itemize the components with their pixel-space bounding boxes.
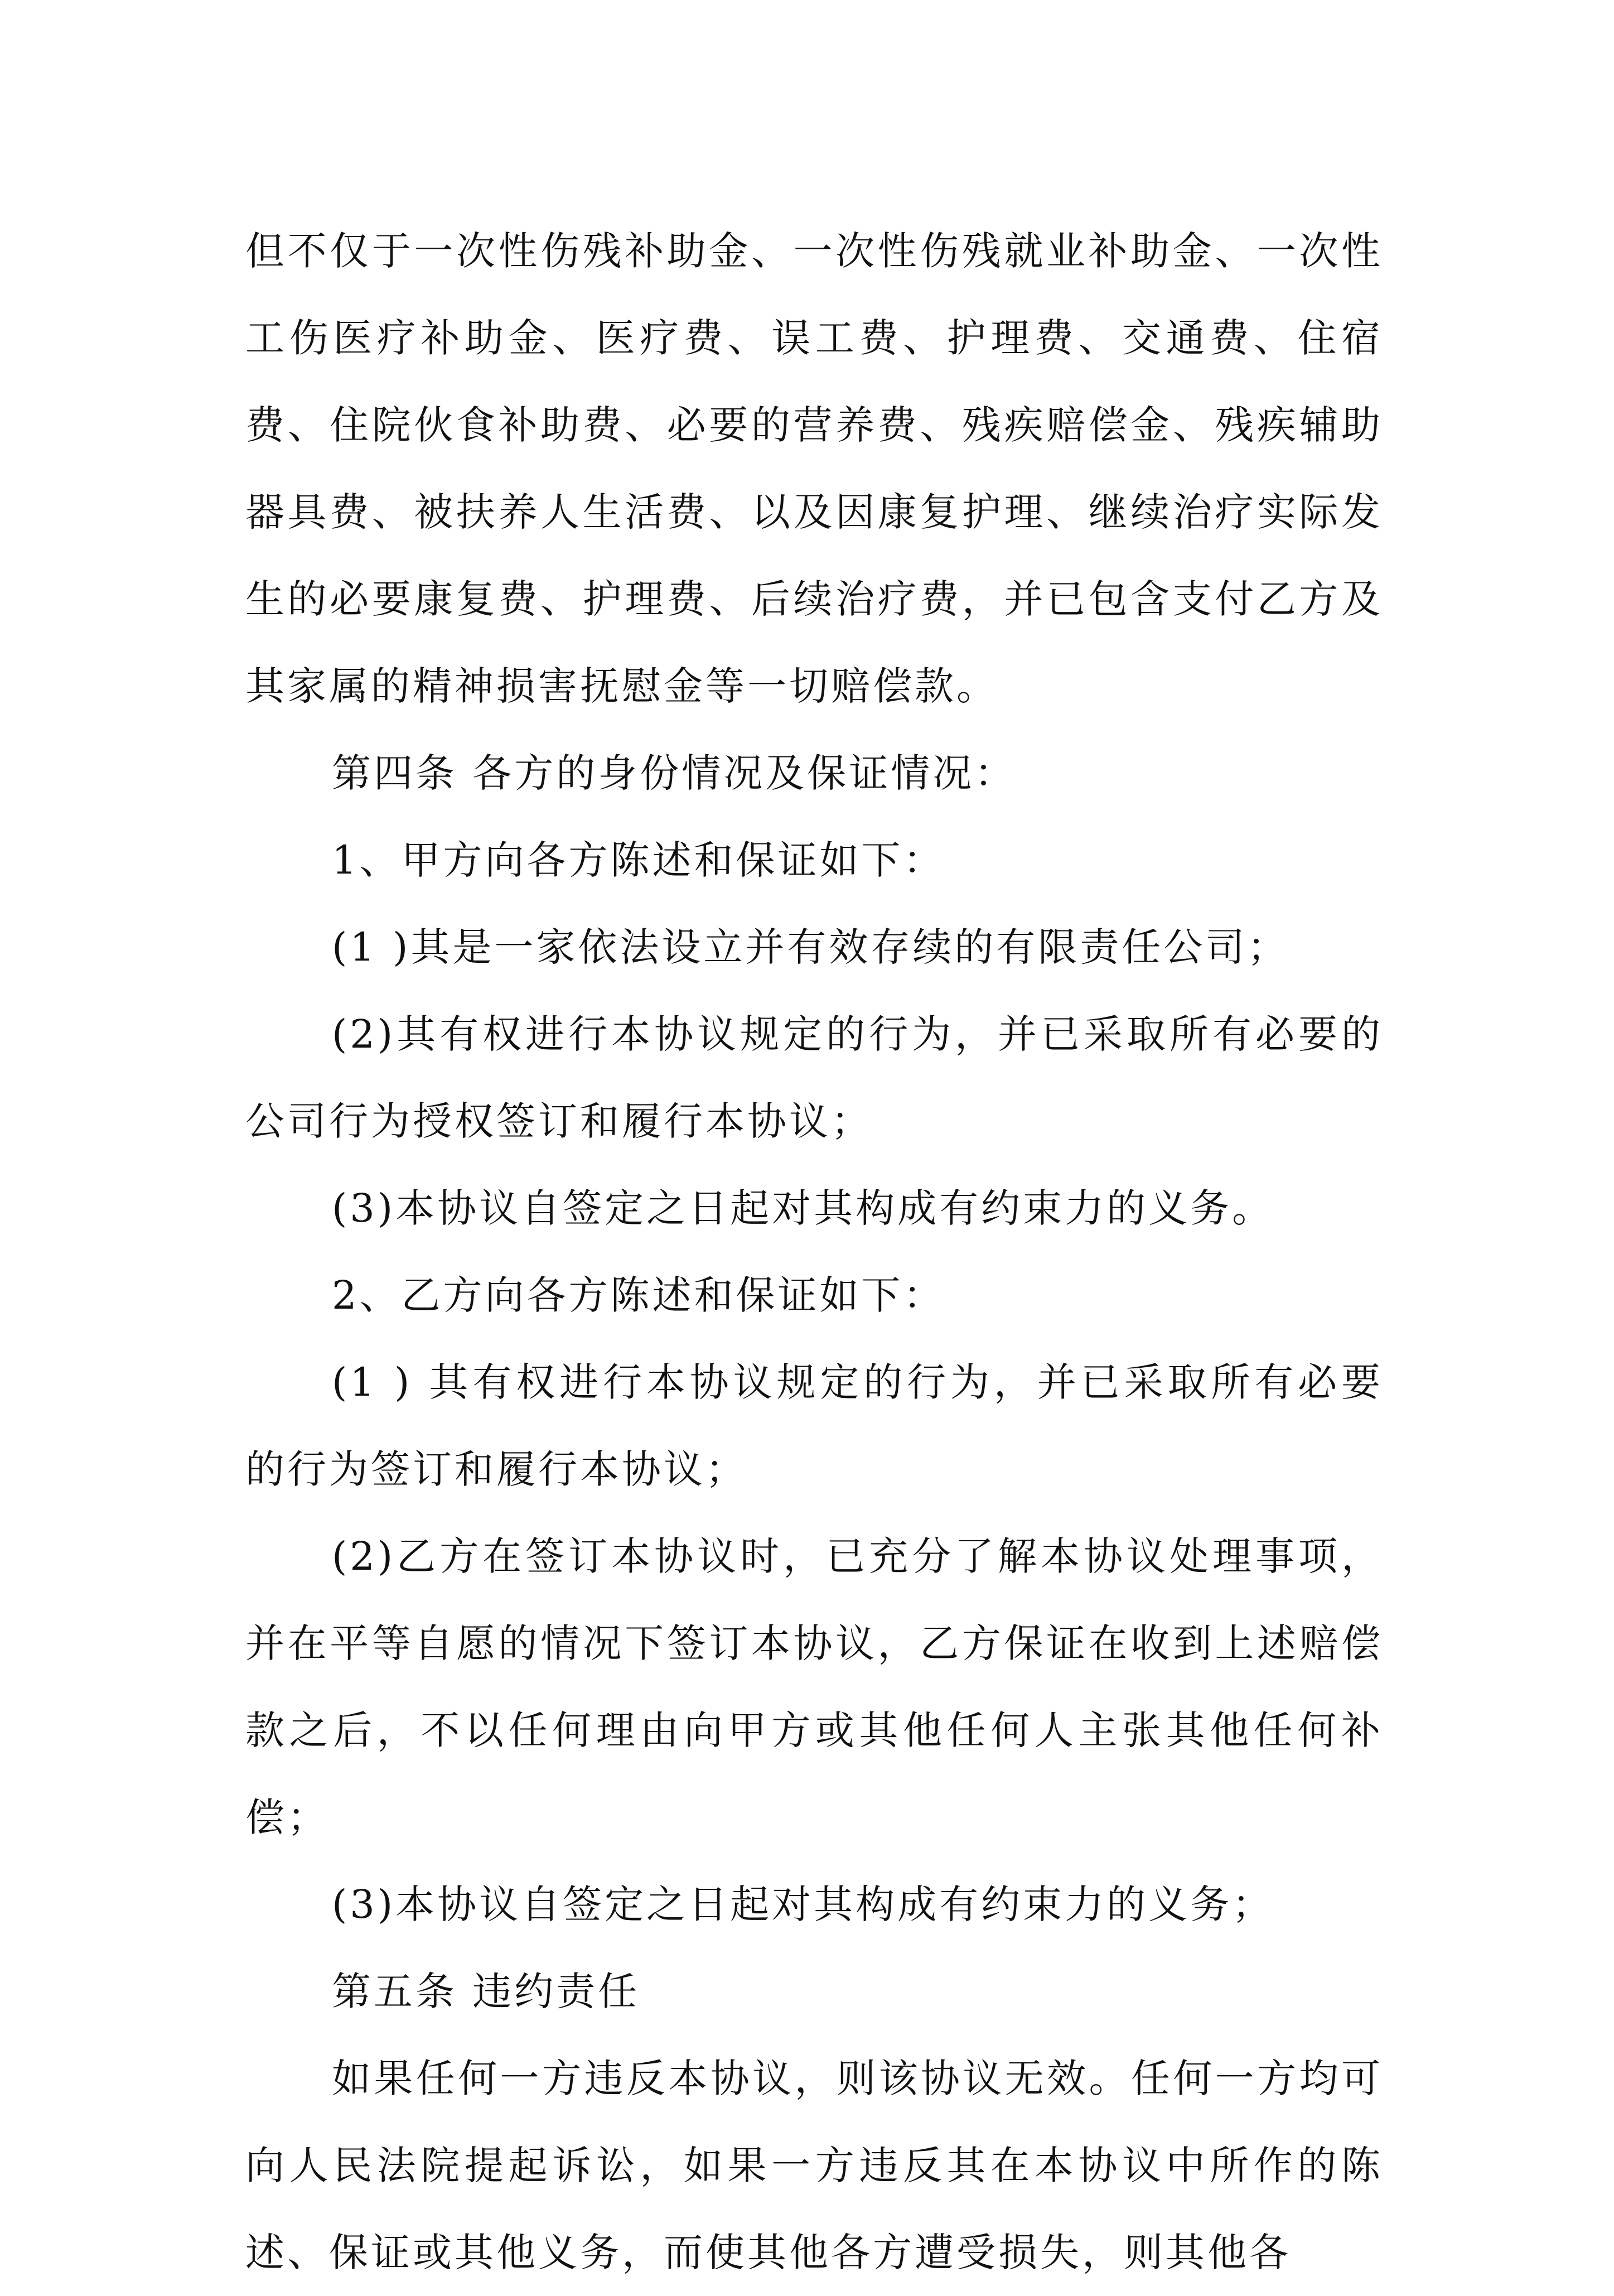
paragraph-party-a-heading: 1、甲方向各方陈述和保证如下：: [332, 837, 945, 883]
paragraph-party-b-item-3: (3)本协议自签定之日起对其构成有约束力的义务；: [332, 1882, 1274, 1927]
paragraph-party-a-item-1: (1 )其是一家依法设立并有效存续的有限责任公司；: [332, 924, 1289, 970]
paragraph-compensation-items: 但不仅于一次性伤残补助金、一次性伤残就业补助金、一次性工伤医疗补助金、医疗费、误工费、护理费、交通费、住宿费、住院伙食补助费、必要的营养费、残疾赔偿金、残疾辅助器具费、被扶养人生活费、以及因康复护理、继续治疗实际发生的必要康复费、护理费、后续治疗费，并已包含支付乙方及其家属的精神损害抚慰金等一切赔偿款。: [245, 228, 1383, 709]
document-body: [245, 208, 1383, 2296]
paragraph-party-b-item-2: (2)乙方在签订本协议时，已充分了解本协议处理事项，并在平等自愿的情况下签订本协议，乙方保证在收到上述赔偿款之后，不以任何理由向甲方或其他任何人主张其他任何补偿；: [245, 1533, 1383, 1840]
paragraph-party-b-heading: 2、乙方向各方陈述和保证如下：: [332, 1272, 945, 1318]
paragraph-party-a-item-2: (2)其有权进行本协议规定的行为，并已采取所有必要的公司行为授权签订和履行本协议；: [245, 1011, 1383, 1144]
paragraph-article-5-title: 第五条 违约责任: [332, 1969, 640, 2014]
paragraph-breach-liability: 如果任何一方违反本协议，则该协议无效。任何一方均可向人民法院提起诉讼，如果一方违反其在本协议中所作的陈述、保证或其他义务，而使其他各方遭受损失，则其他各: [245, 2056, 1383, 2275]
paragraph-party-a-item-3: (3)本协议自签定之日起对其构成有约束力的义务。: [332, 1185, 1274, 1231]
paragraph-article-4-title: 第四条 各方的身份情况及保证情况：: [332, 750, 1017, 796]
paragraph-party-b-item-1: (1 ) 其有权进行本协议规定的行为，并已采取所有必要的行为签订和履行本协议；: [245, 1359, 1383, 1492]
